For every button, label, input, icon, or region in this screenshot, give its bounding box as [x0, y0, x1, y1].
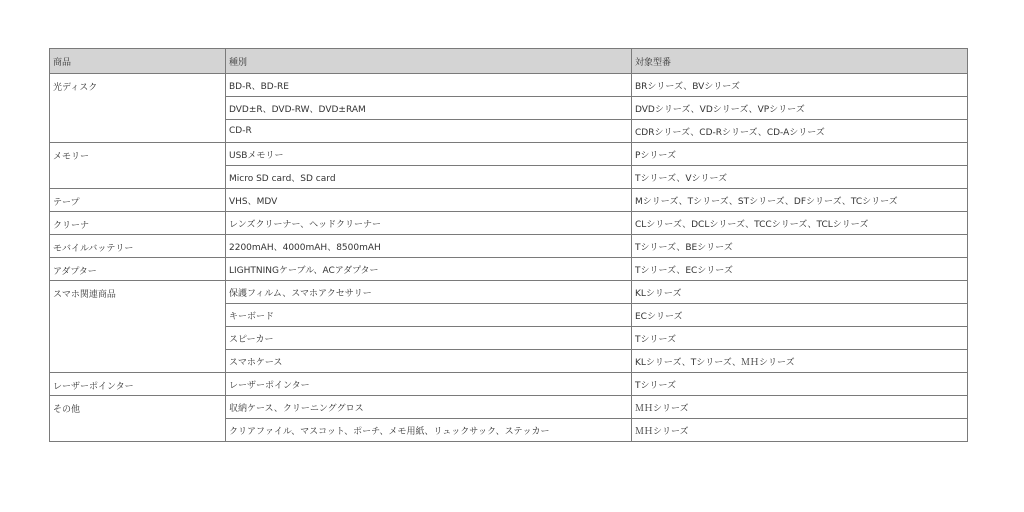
models-cell: BRシリーズ、BVシリーズ	[632, 74, 968, 97]
type-cell: スピーカー	[226, 327, 632, 350]
product-table	[49, 48, 968, 442]
product-cell: スマホ関連商品	[50, 281, 226, 373]
product-cell: クリーナ	[50, 212, 226, 235]
table-row	[50, 396, 968, 419]
header-product: 商品	[50, 49, 226, 74]
type-cell: スマホケース	[226, 350, 632, 373]
type-cell: DVD±R、DVD-RW、DVD±RAM	[226, 97, 632, 120]
header-models: 対象型番	[632, 49, 968, 74]
models-cell: Pシリーズ	[632, 143, 968, 166]
models-cell: CDRシリーズ、CD-Rシリーズ、CD-Aシリーズ	[632, 120, 968, 143]
models-cell: CLシリーズ、DCLシリーズ、TCCシリーズ、TCLシリーズ	[632, 212, 968, 235]
type-cell: LIGHTNINGケーブル、ACアダプター	[226, 258, 632, 281]
type-cell: レンズクリーナー、ヘッドクリーナー	[226, 212, 632, 235]
product-cell: レーザーポインター	[50, 373, 226, 396]
table-row	[50, 212, 968, 235]
type-cell: Micro SD card、SD card	[226, 166, 632, 189]
product-cell: 光ディスク	[50, 74, 226, 143]
type-cell: キーボード	[226, 304, 632, 327]
product-cell: テープ	[50, 189, 226, 212]
type-cell: CD-R	[226, 120, 632, 143]
header-type: 種別	[226, 49, 632, 74]
type-cell: レーザーポインター	[226, 373, 632, 396]
type-cell: クリアファイル、マスコット、ポーチ、メモ用紙、リュックサック、ステッカー	[226, 419, 632, 442]
models-cell: Tシリーズ	[632, 327, 968, 350]
models-cell: Tシリーズ、Vシリーズ	[632, 166, 968, 189]
type-cell: USBメモリー	[226, 143, 632, 166]
table-row	[50, 373, 968, 396]
models-cell: ECシリーズ	[632, 304, 968, 327]
product-cell: アダプター	[50, 258, 226, 281]
models-cell: Mシリーズ、Tシリーズ、STシリーズ、DFシリーズ、TCシリーズ	[632, 189, 968, 212]
models-cell: Tシリーズ	[632, 373, 968, 396]
type-cell: 2200mAH、4000mAH、8500mAH	[226, 235, 632, 258]
table-row	[50, 189, 968, 212]
models-cell: Tシリーズ、BEシリーズ	[632, 235, 968, 258]
product-cell: モバイルバッテリー	[50, 235, 226, 258]
table-body	[50, 74, 968, 442]
models-cell: ＭＨシリーズ	[632, 396, 968, 419]
table-row	[50, 74, 968, 97]
product-cell: その他	[50, 396, 226, 442]
table-row	[50, 235, 968, 258]
type-cell: 収納ケース、クリーニンググロス	[226, 396, 632, 419]
models-cell: Tシリーズ、ECシリーズ	[632, 258, 968, 281]
type-cell: VHS、MDV	[226, 189, 632, 212]
models-cell: DVDシリーズ、VDシリーズ、VPシリーズ	[632, 97, 968, 120]
header-row	[50, 49, 968, 74]
table-row	[50, 258, 968, 281]
type-cell: BD-R、BD-RE	[226, 74, 632, 97]
type-cell: 保護フィルム、スマホアクセサリー	[226, 281, 632, 304]
models-cell: ＭＨシリーズ	[632, 419, 968, 442]
table-header	[50, 49, 968, 74]
product-cell: メモリー	[50, 143, 226, 189]
table-row	[50, 143, 968, 166]
models-cell: KLシリーズ	[632, 281, 968, 304]
table-row	[50, 281, 968, 304]
models-cell: KLシリーズ、Tシリーズ、ＭＨシリーズ	[632, 350, 968, 373]
